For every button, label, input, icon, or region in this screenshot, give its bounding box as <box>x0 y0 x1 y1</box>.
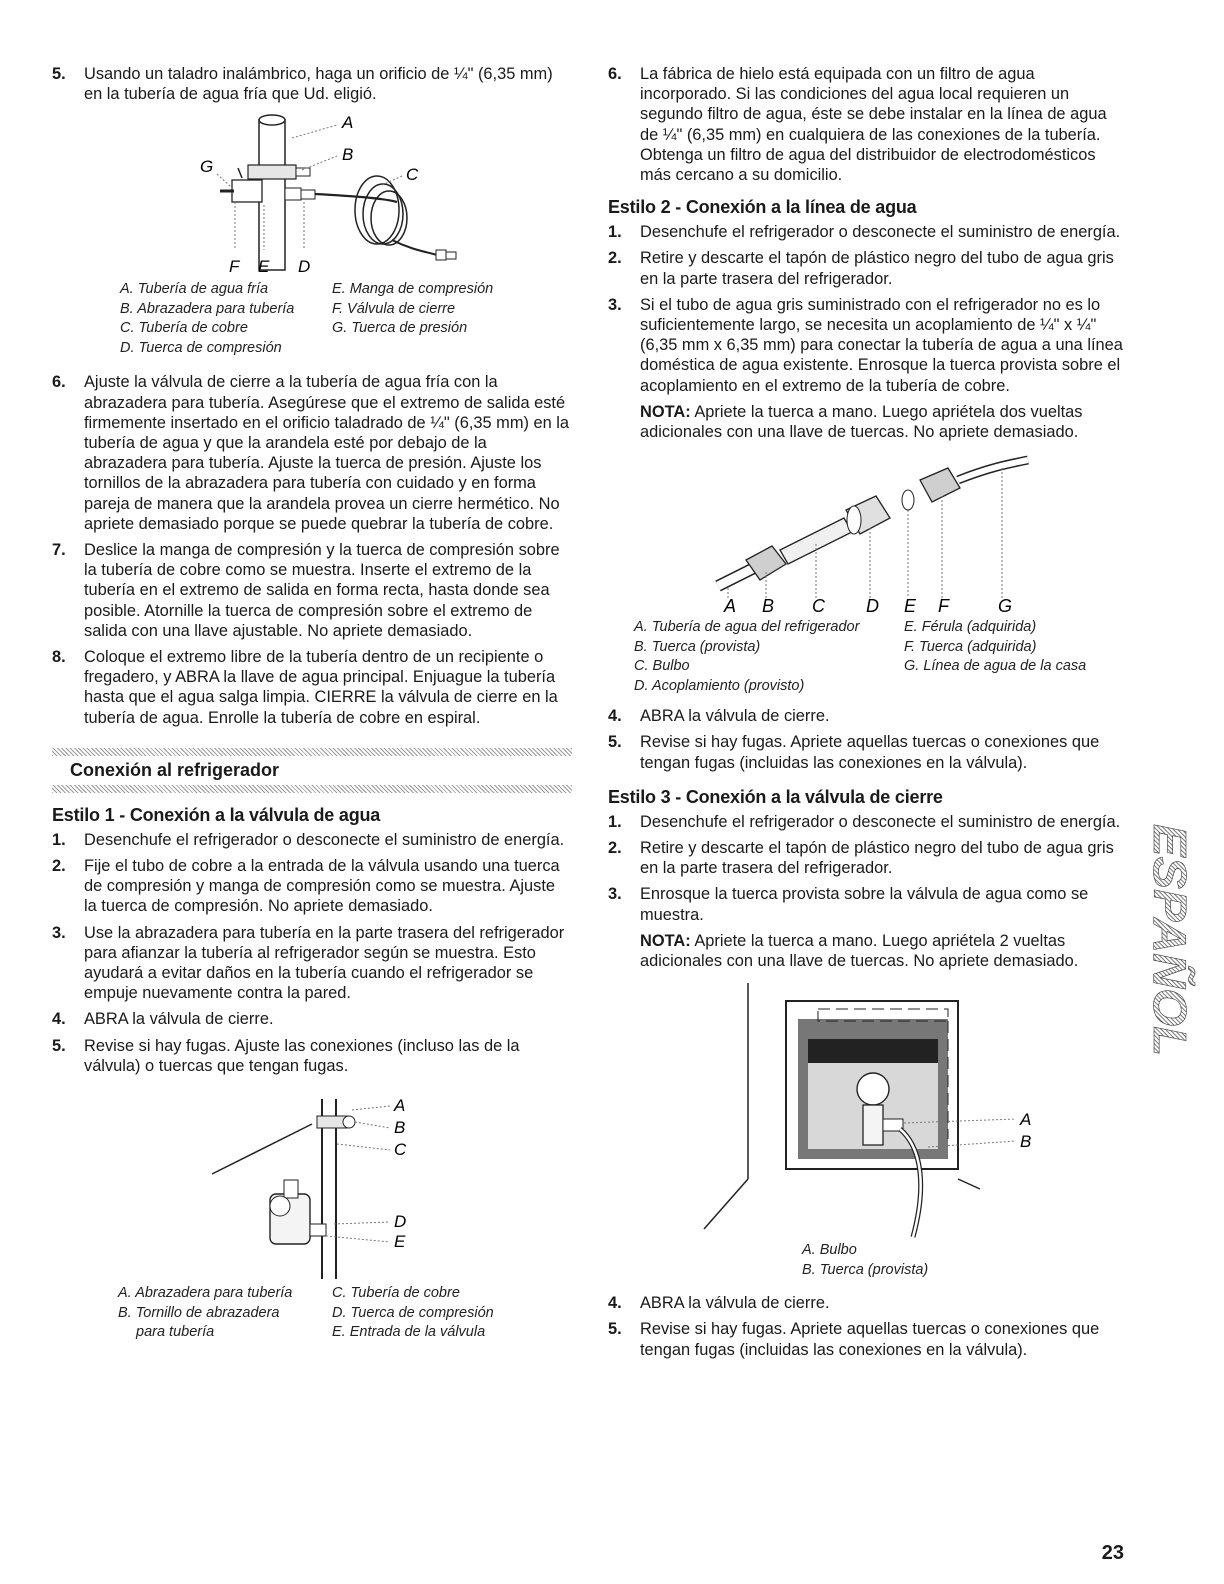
legend-col-1 <box>120 280 294 358</box>
legend-item: C. Tubería de cobre <box>120 320 248 337</box>
step-number: 1. <box>608 223 622 242</box>
step-number: 8. <box>52 648 66 667</box>
legend-item: B. Tuerca (provista) <box>802 1261 929 1278</box>
water-line-illustration <box>608 448 1128 617</box>
figure-water-line <box>608 448 1128 617</box>
callout-e: E <box>258 257 270 277</box>
legend-item: A. Tubería de agua fría <box>120 281 269 298</box>
estilo-1-step <box>52 830 572 850</box>
callout-a: A <box>342 113 354 133</box>
legend-item: B. Tuerca (provista) <box>634 638 761 655</box>
legend-item: D. Tuerca de compresión <box>332 1304 494 1321</box>
estilo-3-step <box>608 884 1128 924</box>
callout-c: C <box>812 596 825 617</box>
step-text: Enrosque la tuerca provista sobre la válvula de agua como se muestra. <box>640 885 1089 924</box>
estilo-2-note <box>608 402 1128 442</box>
step-5-drill <box>52 64 572 104</box>
callout-a: A <box>1020 1110 1032 1130</box>
legend-item: E. Manga de compresión <box>332 281 494 298</box>
estilo-2-title: Estilo 2 - Conexión a la línea de agua <box>608 197 917 218</box>
step-text: ABRA la válvula de cierre. <box>84 1010 274 1029</box>
legend-item: F. Tuerca (adquirida) <box>904 638 1037 655</box>
legend-item: C. Tubería de cobre <box>332 1285 460 1302</box>
step-text: ABRA la válvula de cierre. <box>640 707 830 726</box>
legend-col-2 <box>332 280 493 339</box>
callout-c: C <box>406 165 419 185</box>
legend-item: D. Tuerca de compresión <box>120 339 282 356</box>
callout-b: B <box>762 596 775 617</box>
step-text: Retire y descarte el tapón de plástico negro del tubo de agua gris en la parte trasera del refrigerador. <box>640 249 1114 288</box>
callout-d: D <box>298 257 311 277</box>
note-label: NOTA: <box>640 931 691 950</box>
legend-item: F. Válvula de cierre <box>332 300 456 317</box>
side-tab-label: ESPAÑOL <box>1144 824 1196 1043</box>
step-number: 2. <box>52 857 66 876</box>
callout-e: E <box>904 596 917 617</box>
legend-item: para tubería <box>136 1324 215 1341</box>
language-side-tab <box>1144 820 1196 1060</box>
estilo-2-step <box>608 295 1128 396</box>
estilo-1-step <box>52 1036 572 1076</box>
legend-item: D. Acoplamiento (provisto) <box>634 677 805 694</box>
estilo-3-step <box>608 812 1128 832</box>
legend-col-1 <box>634 618 859 696</box>
callout-f: F <box>229 257 240 277</box>
step-text: La fábrica de hielo está equipada con un filtro de agua incorporado. Si las condiciones del agua local requieren un segundo filtro de agua, éste se debe instalar en la línea de agua de ¼" (6,35 mm) en cualquiera de las conexiones de la tubería. Obtenga un filtro de agua del distribuidor de electrodomésticos más cercano a su domicilio. <box>640 65 1107 185</box>
step-text: Revise si hay fugas. Apriete aquellas tuercas o conexiones que tengan fugas (incluidas las conexiones en la válvula). <box>640 733 1100 772</box>
callout-b: B <box>1020 1132 1032 1152</box>
estilo-3-step <box>608 1293 1128 1313</box>
figure-legend-shutoff <box>120 280 572 360</box>
figure-legend-inlet <box>118 1284 572 1344</box>
callout-b: B <box>342 145 354 165</box>
legend-item: E. Entrada de la válvula <box>332 1324 486 1341</box>
figure-valve-inlet <box>52 1084 572 1284</box>
step-number: 3. <box>608 295 622 314</box>
step-text: Desenchufe el refrigerador o desconecte el suministro de energía. <box>84 830 565 849</box>
legend-col-2 <box>904 618 1086 677</box>
step-text: Desenchufe el refrigerador o desconecte el suministro de energía. <box>640 812 1121 831</box>
figure-legend-valve-box <box>802 1241 1128 1283</box>
callout-f: F <box>938 596 949 617</box>
section-divider <box>52 748 572 756</box>
step-text: Deslice la manga de compresión y la tuerca de compresión sobre la tubería de cobre como se muestra. Inserte el extremo de la tubería en el extremo de salida en forma recta, hasta donde sea posible. Atornille la tuerca de compresión sobre el extremo de salida con una llave ajustable. No apriete demasiado. <box>84 541 560 640</box>
shutoff-valve-illustration <box>52 110 572 280</box>
step-number: 5. <box>52 1036 66 1055</box>
callout-g: G <box>998 596 1013 617</box>
step-number: 4. <box>608 1294 622 1313</box>
step-6-adjust-valve <box>52 372 572 534</box>
legend-item: A. Bulbo <box>802 1242 857 1259</box>
step-text: Desenchufe el refrigerador o desconecte el suministro de energía. <box>640 223 1121 242</box>
step-text: Revise si hay fugas. Ajuste las conexiones (incluso las de la válvula) o tuercas que tengan fugas. <box>84 1036 520 1075</box>
step-text: Fije el tubo de cobre a la entrada de la válvula usando una tuerca de compresión y manga de compresión como se muestra. Ajuste la tuerca de compresión. No apriete demasiado. <box>84 857 560 916</box>
callout-e: E <box>394 1232 406 1252</box>
estilo-3-step <box>608 838 1128 878</box>
step-number: 5. <box>608 1320 622 1339</box>
step-number: 2. <box>608 839 622 858</box>
step-text: Usando un taladro inalámbrico, haga un orificio de ¼" (6,35 mm) en la tubería de agua fría que Ud. eligió. <box>84 65 553 104</box>
step-text: ABRA la válvula de cierre. <box>640 1294 830 1313</box>
step-text: Revise si hay fugas. Apriete aquellas tuercas o conexiones que tengan fugas (incluidas las conexiones en la válvula). <box>640 1320 1100 1359</box>
step-text: Use la abrazadera para tubería en la parte trasera del refrigerador para afianzar la tubería al refrigerador según se muestra. Esto ayudará a evitar daños en la tubería cuando el refrigerador se empuje nuevamente contra la pared. <box>84 923 565 1003</box>
step-number: 5. <box>608 733 622 752</box>
step-number: 2. <box>608 249 622 268</box>
legend-col-1 <box>118 1284 292 1343</box>
step-number: 7. <box>52 541 66 560</box>
estilo-2-step <box>608 732 1128 772</box>
estilo-1-step <box>52 1009 572 1029</box>
valve-box-illustration <box>608 979 1128 1241</box>
right-column <box>608 64 1128 1366</box>
step-text: Coloque el extremo libre de la tubería dentro de un recipiente o fregadero, y ABRA la llave de agua principal. Enjuague la tubería hasta que el agua salga limpia. CIERRE la válvula de cierre en la tubería de agua. Enrolle la tubería de cobre en espiral. <box>84 648 558 727</box>
legend-col-2 <box>332 1284 494 1343</box>
estilo-1-step <box>52 856 572 917</box>
estilo-2-step <box>608 706 1128 726</box>
step-number: 3. <box>608 885 622 904</box>
estilo-3-title: Estilo 3 - Conexión a la válvula de cierre <box>608 786 943 807</box>
page-number: 23 <box>1101 1542 1124 1564</box>
note-text: Apriete la tuerca a mano. Luego apriétela dos vueltas adicionales con una llave de tuercas. No apriete demasiado. <box>640 402 1083 442</box>
figure-shutoff-valve <box>52 110 572 280</box>
note-text: Apriete la tuerca a mano. Luego apriétela 2 vueltas adicionales con una llave de tuercas. No apriete demasiado. <box>640 931 1079 971</box>
callout-b: B <box>394 1118 406 1138</box>
legend-item: B. Tornillo de abrazadera <box>118 1304 280 1321</box>
legend-item: G. Línea de agua de la casa <box>904 658 1087 675</box>
figure-legend-water-line <box>634 618 1128 698</box>
step-number: 1. <box>608 812 622 831</box>
step-text: Ajuste la válvula de cierre a la tubería de agua fría con la abrazadera para tubería. Asegúrese que el extremo de salida esté firmemente insertado en el orificio taladrado de ¼" (6,35 mm) en la tubería de agua y que la arandela esté por debajo de la abrazadera para tubería. Ajuste la tuerca de presión. Ajuste los tornillos de la abrazadera para tubería con cuidado y en forma pareja de manera que la arandela provea un cierre hermético. No apriete demasiado porque se puede quebrar la tubería de cobre. <box>84 373 570 533</box>
callout-a: A <box>724 596 737 617</box>
legend-item: C. Bulbo <box>634 658 690 675</box>
left-column <box>52 64 572 1344</box>
callout-d: D <box>394 1212 407 1232</box>
callout-a: A <box>394 1096 406 1116</box>
step-7-compression <box>52 540 572 641</box>
estilo-3-step <box>608 1319 1128 1359</box>
estilo-2-step <box>608 248 1128 288</box>
step-number: 5. <box>52 65 66 83</box>
estilo-2-step <box>608 222 1128 242</box>
section-header <box>52 748 572 793</box>
estilo-1-title: Estilo 1 - Conexión a la válvula de agua <box>52 804 381 825</box>
figure-valve-box <box>608 979 1128 1241</box>
note-label: NOTA: <box>640 402 691 421</box>
legend-item: G. Tuerca de presión <box>332 320 468 337</box>
legend-item: E. Férula (adquirida) <box>904 619 1037 636</box>
step-text: Retire y descarte el tapón de plástico negro del tubo de agua gris en la parte trasera del refrigerador. <box>640 839 1114 878</box>
step-text: Si el tubo de agua gris suministrado con el refrigerador no es lo suficientemente largo, se necesita un acoplamiento de ¼" x ¼" (6,35 mm x 6,35 mm) para conectar la tubería de agua a una línea doméstica de agua existente. Enrosque la tuerca provista sobre el acoplamiento en el extremo de la tubería de cobre. <box>640 295 1123 395</box>
step-6-filter <box>608 64 1128 185</box>
step-number: 4. <box>52 1010 66 1029</box>
language-tab-graphic <box>1144 820 1196 1060</box>
step-number: 6. <box>608 65 622 83</box>
legend-item: A. Tubería de agua del refrigerador <box>634 619 860 636</box>
valve-inlet-illustration <box>52 1084 572 1284</box>
estilo-1-step <box>52 923 572 1004</box>
callout-d: D <box>866 596 879 617</box>
step-8-flush <box>52 647 572 728</box>
callout-g: G <box>200 157 214 177</box>
section-divider <box>52 785 572 793</box>
step-number: 3. <box>52 923 66 942</box>
step-number: 4. <box>608 707 622 726</box>
step-number: 1. <box>52 830 66 849</box>
legend-item: A. Abrazadera para tubería <box>118 1285 293 1302</box>
section-title: Conexión al refrigerador <box>70 759 280 780</box>
estilo-3-note <box>608 931 1128 971</box>
callout-c: C <box>394 1140 407 1160</box>
legend-item: B. Abrazadera para tubería <box>120 300 295 317</box>
step-number: 6. <box>52 373 66 392</box>
